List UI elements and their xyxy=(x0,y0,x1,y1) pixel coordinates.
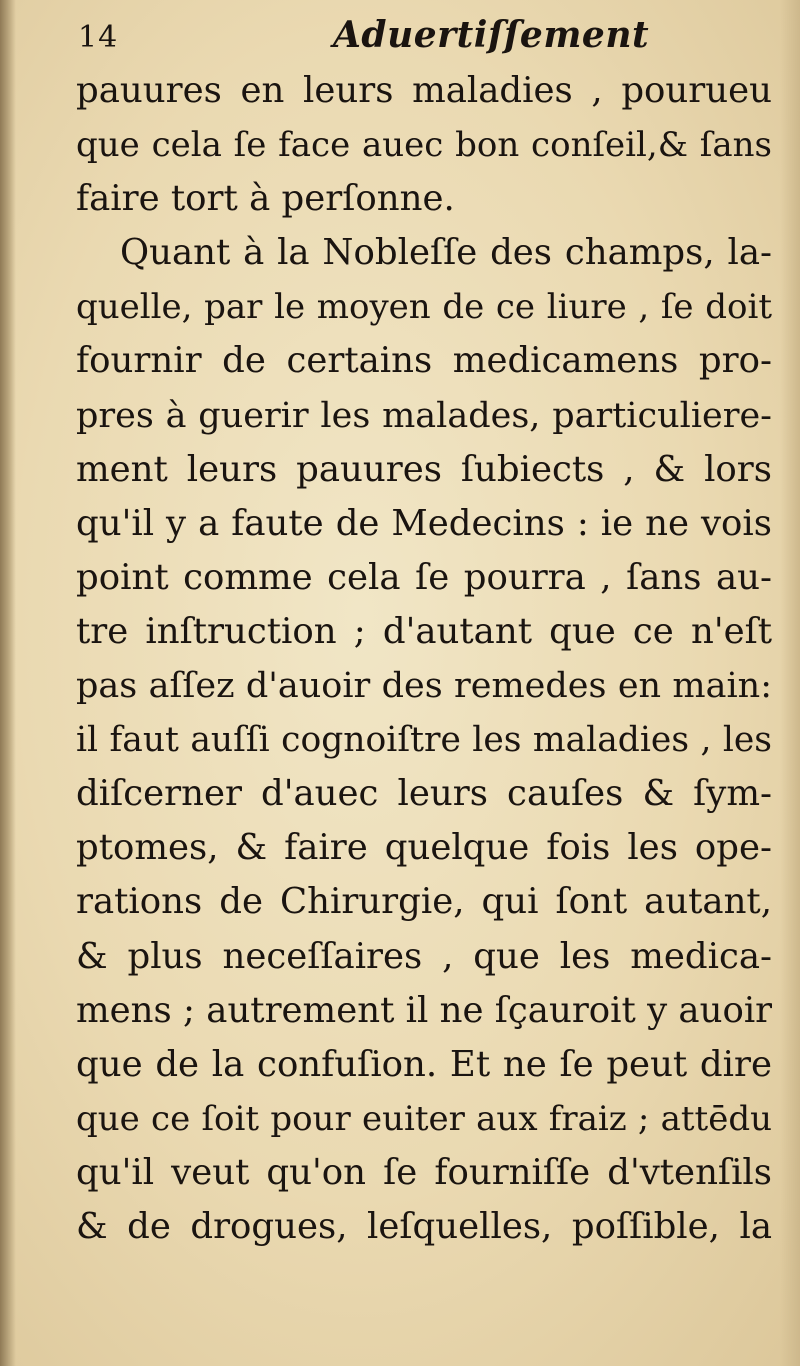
text-line: ment leurs pauures ſubiects , & lors xyxy=(76,448,772,490)
text-line: rations de Chirurgie, qui ſont autant, xyxy=(76,881,772,923)
text-line: que ce ſoit pour euiter aux fraiz ; attēdu xyxy=(76,1098,772,1139)
body-text xyxy=(76,64,772,1254)
text-line: pres à guerir les malades, particuliere- xyxy=(76,395,772,436)
running-title: Aduertiſſement xyxy=(333,14,650,56)
text-line: tre inſtruction ; d'autant que ce n'eſt xyxy=(76,610,772,652)
text-line: fournir de certains medicamens pro- xyxy=(76,340,772,382)
text-line: point comme cela ſe pourra , ſans au- xyxy=(76,556,772,598)
text-line: Quant à la Nobleſſe des champs, la- xyxy=(120,232,772,274)
text-line: qu'il y a faute de Medecins : ie ne vois xyxy=(76,502,772,544)
text-line: ptomes, & faire quelque fois les ope- xyxy=(76,827,772,869)
text-line: il faut auſſi cognoiſtre les maladies , les xyxy=(76,720,772,761)
text-line: quelle, par le moyen de ce liure , ſe doit xyxy=(76,287,772,328)
text-line: que cela ſe face auec bon conſeil,& ſans xyxy=(76,125,772,166)
page-edge-shadow xyxy=(780,0,800,1366)
text-line: & plus neceſſaires , que les medica- xyxy=(76,935,772,977)
text-line: pauures en leurs maladies , pourueu xyxy=(76,70,772,111)
text-line: faire tort à perſonne. xyxy=(76,178,455,220)
page-gutter-shadow xyxy=(0,0,16,1366)
page-header xyxy=(78,14,768,60)
text-line: que de la confuſion. Et ne ſe peut dire xyxy=(76,1043,772,1085)
page-number: 14 xyxy=(78,20,119,55)
text-line: & de drogues, leſquelles, poſſible, la xyxy=(76,1205,772,1247)
text-line: pas aſſez d'auoir des remedes en main: xyxy=(76,666,772,707)
text-line: mens ; autrement il ne ſçauroit y auoir xyxy=(76,989,772,1031)
text-line: qu'il veut qu'on ſe fourniſſe d'vtenſils xyxy=(76,1151,772,1193)
text-line: diſcerner d'auec leurs cauſes & ſym- xyxy=(76,773,772,815)
